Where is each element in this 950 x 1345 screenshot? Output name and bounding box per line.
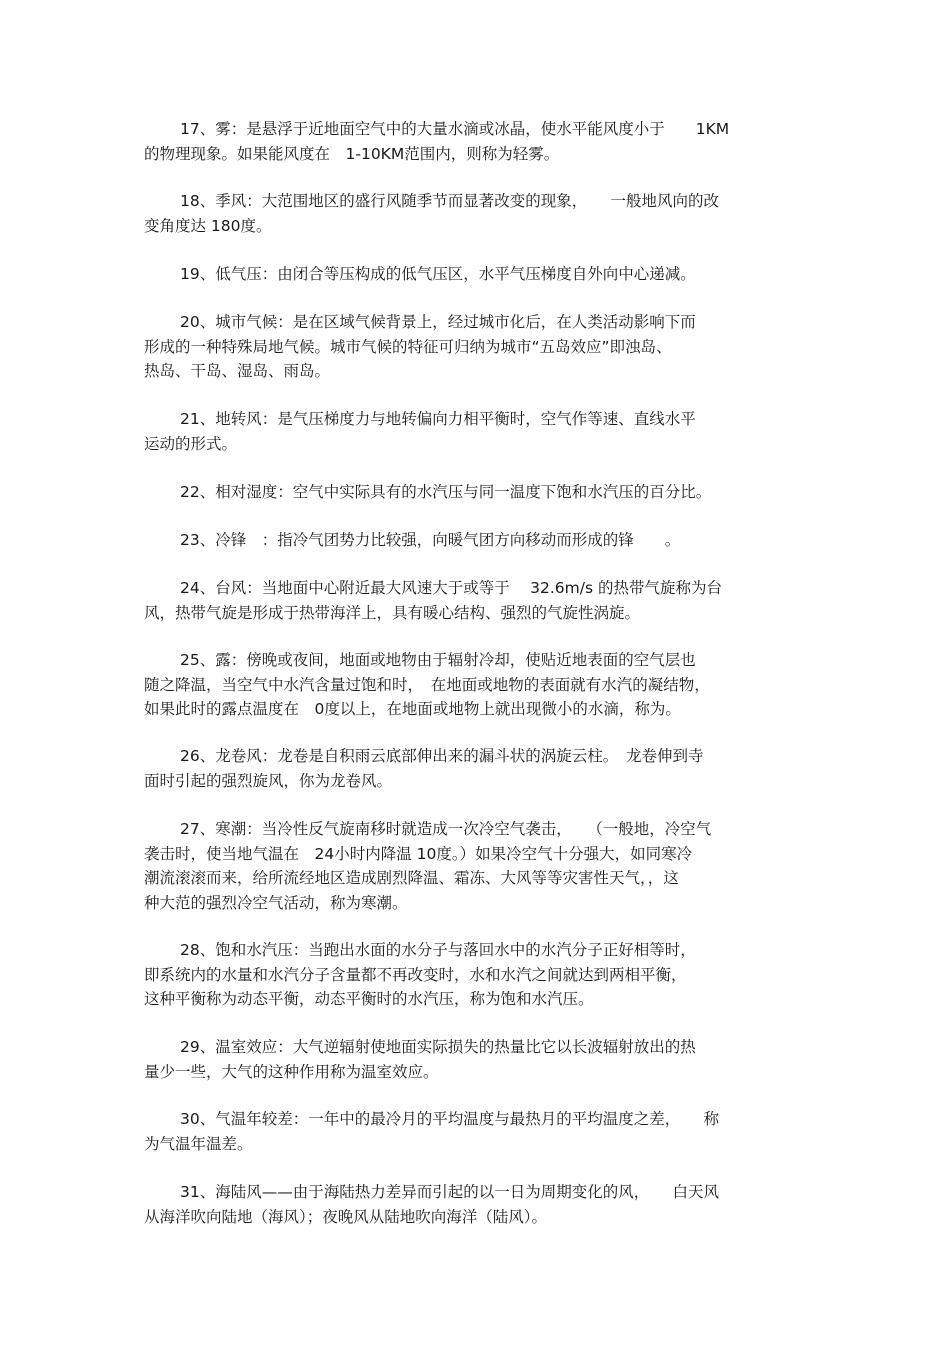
paragraph-line: 20、城市气候：是在区域气候背景上，经过城市化后，在人类活动影响下而 [180,313,696,331]
paragraph-17 [144,117,824,166]
paragraph-line: 为气温年温差。 [144,1134,253,1153]
paragraph-line: 风，热带气旋是形成于热带海洋上，具有暖心结构、强烈的气旋性涡旋。 [144,603,641,622]
paragraph-30 [144,1107,824,1156]
paragraph-line: 潮流滚滚而来，给所流经地区造成剧烈降温、霜冻、大风等等灾害性天气，，这 [144,869,679,887]
paragraph-20 [144,310,824,384]
paragraph-26 [144,744,824,793]
paragraph-line: 26、龙卷风：龙卷是自积雨云底部伸出来的漏斗状的涡旋云柱。 龙卷伸到寺 [180,747,704,765]
paragraph-line: 热岛、干岛、湿岛、雨岛。 [144,362,331,380]
paragraph-27 [144,817,824,915]
paragraph-line: 运动的形式。 [144,434,238,453]
paragraph-line: 27、寒潮：当冷性反气旋南移时就造成一次冷空气袭击， （一般地，冷空气 [180,820,712,838]
paragraph-line: 19、低气压：由闭合等压构成的低气压区，水平气压梯度自外向中心递减。 [180,265,696,283]
paragraph-line: 18、季风：大范围地区的盛行风随季节而显著改变的现象， 一般地风向的改 [180,192,719,210]
paragraph-line: 28、饱和水汽压：当跑出水面的水分子与落回水中的水汽分子正好相等时， [180,941,696,959]
paragraph-29 [144,1035,824,1084]
paragraph-line: 面时引起的强烈旋风，你为龙卷风。 [144,771,393,790]
paragraph-line: 这种平衡称为动态平衡，动态平衡时的水汽压，称为饱和水汽压。 [144,990,594,1008]
paragraph-line: 即系统内的水量和水汽分子含量都不再改变时，水和水汽之间就达到两相平衡， [144,965,687,984]
paragraph-line: 21、地转风：是气压梯度力与地转偏向力相平衡时，空气作等速、直线水平 [180,410,696,428]
paragraph-28 [144,938,824,1012]
paragraph-line: 23、冷锋 ：指冷气团势力比较强，向暖气团方向移动而形成的锋 。 [180,531,681,549]
paragraph-25 [144,648,824,722]
paragraph-19 [144,262,824,287]
paragraph-21 [144,407,824,456]
paragraph-line: 如果此时的露点温度在 0度以上，在地面或地物上就出现微小的水滴，称为。 [144,700,681,718]
paragraph-line: 种大范的强烈冷空气活动，称为寒潮。 [144,893,408,912]
paragraph-line: 22、相对湿度：空气中实际具有的水汽压与同一温度下饱和水汽压的百分比。 [180,483,712,501]
paragraph-line: 形成的一种特殊局地气候。城市气候的特征可归纳为城市“五岛效应”即浊岛、 [144,337,672,356]
paragraph-line: 17、雾：是悬浮于近地面空气中的大量水滴或冰晶，使水平能风度小于 1KM [180,120,730,138]
paragraph-line: 随之降温，当空气中水汽含量过饱和时， 在地面或地物的表面就有水汽的凝结物， [144,675,710,694]
paragraph-line: 30、气温年较差：一年中的最冷月的平均温度与最热月的平均温度之差， 称 [180,1110,719,1128]
paragraph-line: 的物理现象。如果能风度在 1-10KM范围内，则称为轻雾。 [144,144,560,163]
paragraph-line: 从海洋吹向陆地（海风）；夜晚风从陆地吹向海洋（陆风）。 [144,1207,548,1226]
paragraph-22 [144,480,824,505]
paragraph-line: 量少一些，大气的这种作用称为温室效应。 [144,1062,439,1081]
paragraph-line: 24、台风：当地面中心附近最大风速大于或等于 32.6m/s 的热带气旋称为台 [180,579,722,597]
paragraph-line: 31、海陆风——由于海陆热力差异而引起的以一日为周期变化的风， 白天风 [180,1183,719,1201]
paragraph-23 [144,528,824,553]
paragraph-line: 袭击时，使当地气温在 24小时内降温 10度。）如果冷空气十分强大，如同寒冷 [144,844,693,863]
paragraph-line: 变角度达 180度。 [144,216,272,235]
paragraph-line: 25、露：傍晚或夜间，地面或地物由于辐射冷却，使贴近地表面的空气层也 [180,651,696,669]
paragraph-31 [144,1180,824,1229]
paragraph-18 [144,189,824,238]
paragraph-24 [144,576,824,625]
paragraph-line: 29、温室效应：大气逆辐射使地面实际损失的热量比它以长波辐射放出的热 [180,1038,696,1056]
